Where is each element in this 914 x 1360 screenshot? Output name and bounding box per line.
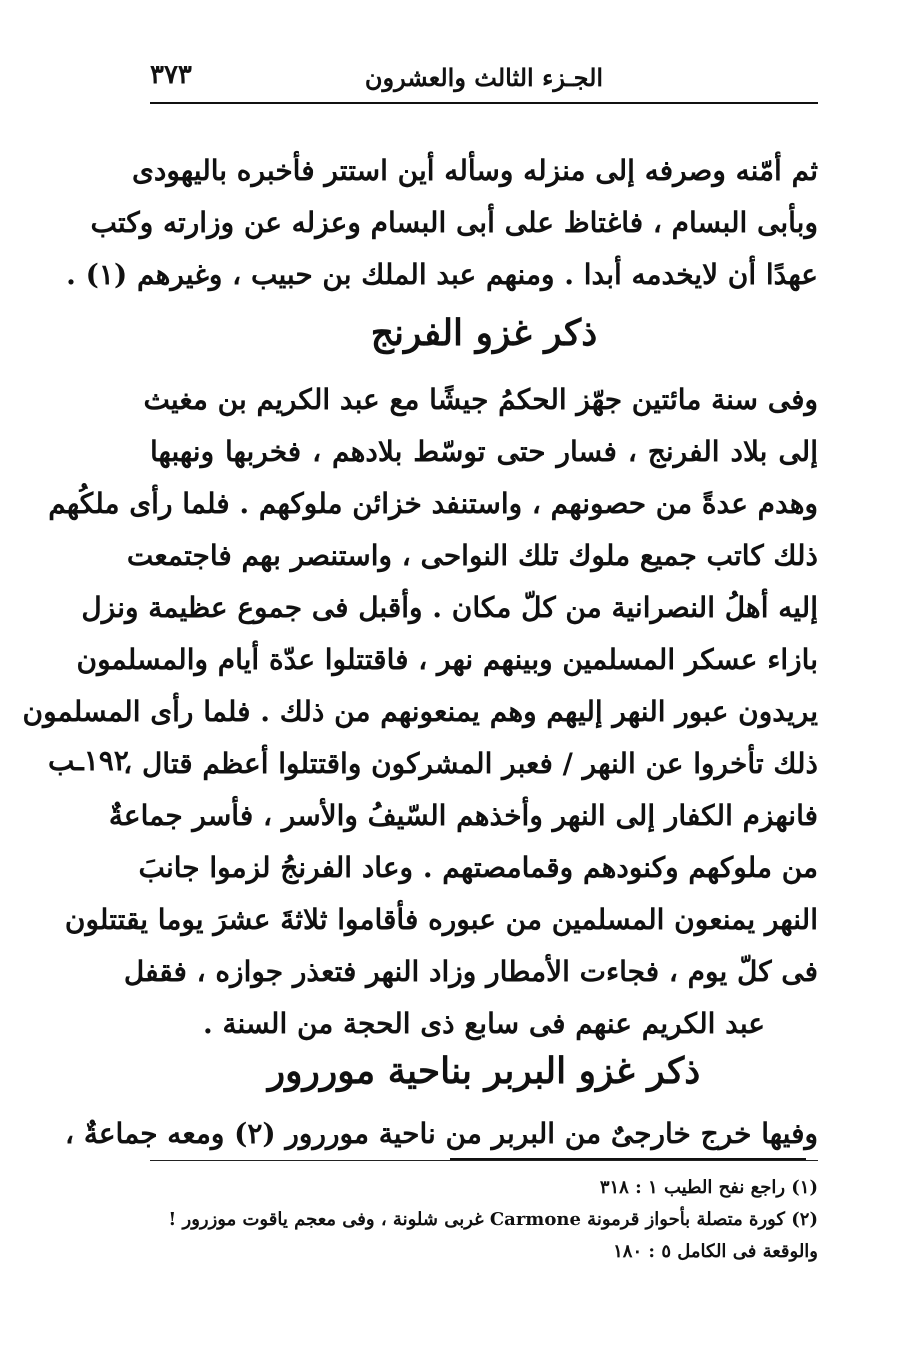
paragraph-1 bbox=[66, 145, 818, 301]
text-line: إلى بلاد الفرنج ، فسار حتى توسّط بلادهم ، فخربها ونهبها bbox=[150, 435, 818, 468]
text-line: وفيها خرج خارجىٌ من البربر من ناحية موررور (٢) ومعه جماعةٌ ، bbox=[150, 1108, 818, 1161]
text-line: ذلك كاتب جميع ملوك تلك النواحى ، واستنصر بهم فاجتمعت bbox=[126, 539, 818, 572]
text-line: ذلك تأخروا عن النهر / فعبر المشركون واقتتلوا أعظم قتال ، bbox=[123, 747, 818, 780]
text-line: ثم أمّنه وصرفه إلى منزله وسأله أين استتر فأخبره باليهودى bbox=[131, 154, 818, 187]
section-heading: ذكر غزو الفرنج bbox=[370, 312, 598, 354]
footnotes bbox=[150, 1172, 818, 1268]
text-line: يريدون عبور النهر إليهم وهم يمنعونهم من ذلك . فلما رأى المسلمون bbox=[22, 695, 818, 728]
text-line: فى كلّ يوم ، فجاءت الأمطار وزاد النهر فتعذر جوازه ، فقفل bbox=[123, 955, 818, 988]
paragraph-3 bbox=[65, 1108, 818, 1161]
text-line: وفى سنة مائتين جهّز الحكمُ جيشًا مع عبد الكريم بن مغيث bbox=[143, 383, 818, 416]
text-line: عبد الكريم عنهم فى سابع ذى الحجة من السنة . bbox=[202, 1007, 765, 1040]
footnote: (٢) كورة متصلة بأحواز قرمونة Carmone غربى شلونة ، وفى معجم ياقوت موزرور ! bbox=[168, 1209, 818, 1230]
text-line: إليه أهلُ النصرانية من كلّ مكان . وأقبل فى جموع عظيمة ونزل bbox=[81, 591, 818, 624]
manuscript-folio-note: ١٩٢ـب bbox=[48, 744, 129, 777]
running-header bbox=[150, 52, 818, 102]
text-line: من ملوكهم وكنودهم وقمامصتهم . وعاد الفرنجُ لزموا جانبَ bbox=[138, 851, 818, 884]
section-heading: ذكر غزو البربر بناحية موررور bbox=[267, 1050, 701, 1092]
text-line: وبأبى البسام ، فاغتاظ على أبى البسام وعزله عن وزارته وكتب bbox=[90, 206, 818, 239]
text-line: عهدًا أن لايخدمه أبدا . ومنهم عبد الملك بن حبيب ، وغيرهم (١) . bbox=[66, 258, 818, 291]
footnote-rule bbox=[450, 1158, 806, 1160]
page-number: ٣٧٣ bbox=[150, 60, 192, 90]
text-line: فانهزم الكفار إلى النهر وأخذهم السّيفُ والأسر ، فأسر جماعةٌ bbox=[108, 799, 818, 832]
footnote: والوقعة فى الكامل ٥ : ١٨٠ bbox=[613, 1241, 818, 1262]
text-line: وهدم عدةً من حصونهم ، واستنفد خزائن ملوكهم . فلما رأى ملكُهم bbox=[48, 487, 818, 520]
text-line: النهر يمنعون المسلمين من عبوره فأقاموا ثلاثةَ عشرَ يوما يقتتلون bbox=[64, 903, 818, 936]
footnote: (١) راجع نفح الطيب ١ : ٣١٨ bbox=[599, 1177, 818, 1198]
text-line: بازاء عسكر المسلمين وبينهم نهر ، فاقتتلوا عدّة أيام والمسلمون bbox=[76, 643, 818, 676]
header-title: الجـزء الثالث والعشرون bbox=[364, 62, 604, 92]
header-rule bbox=[150, 102, 818, 104]
